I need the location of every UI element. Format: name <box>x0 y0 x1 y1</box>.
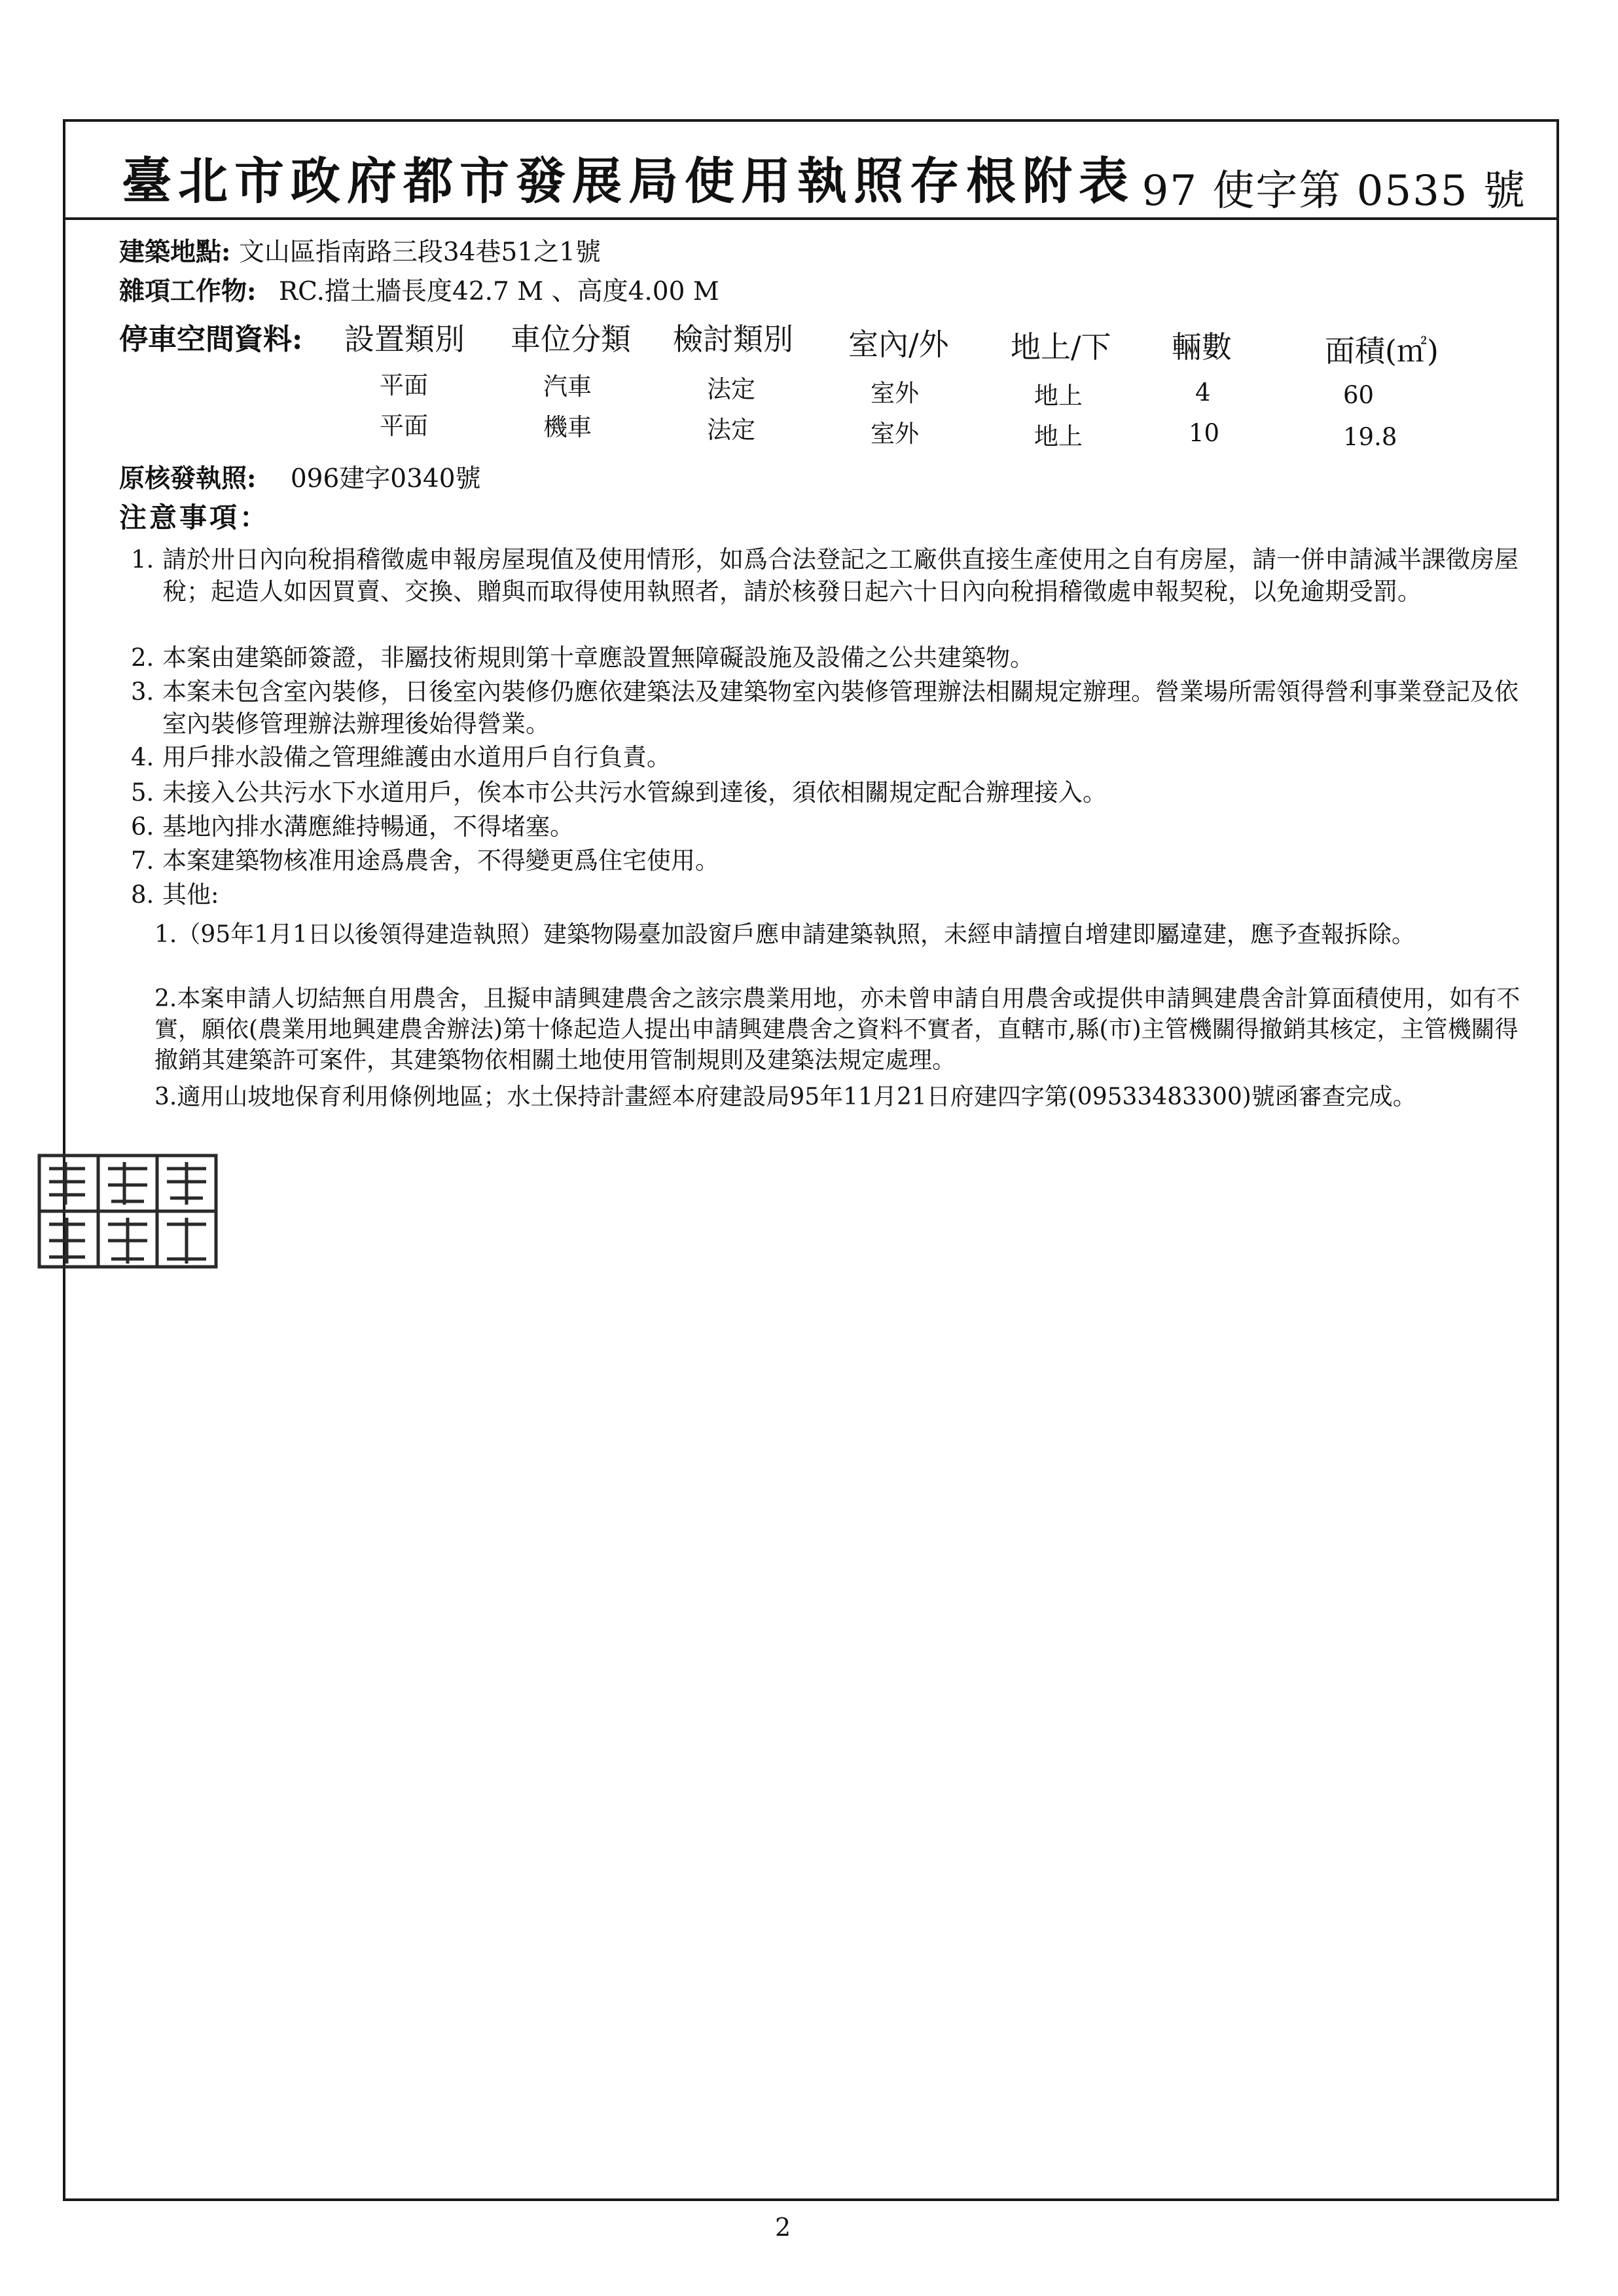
document-frame <box>63 119 1559 2201</box>
note-item <box>131 879 1538 911</box>
original-permit-label: 原核發執照: <box>119 464 257 494</box>
note-item <box>131 741 1538 773</box>
parking-header-review: 檢討類別 <box>673 321 793 357</box>
note-item <box>131 642 1538 674</box>
note-number: 1. <box>131 545 154 574</box>
permit-number: 97 使字第 0535 號 <box>1142 167 1526 215</box>
original-permit-row <box>119 458 481 495</box>
note-text: 本案未包含室內裝修，日後室內裝修仍應依建築法及建築物室內裝修管理辦法相關規定辦理。營業場所需領得營利事業登記及依室內裝修管理辦法辦理後始得營業。 <box>162 678 1519 738</box>
site-value: 文山區指南路三段34巷51之1號 <box>238 238 601 267</box>
note-number: 7. <box>131 847 154 875</box>
note-text: 請於卅日內向稅捐稽徵處申報房屋現值及使用情形，如爲合法登記之工廠供直接生產使用之自有房屋，請一併申請減半課徵房屋稅；起造人如因買賣、交換、贈與而取得使用執照者，請於核發日起六十日內向稅捐稽徵處申報契稅，以免逾期受罰。 <box>162 545 1519 606</box>
parking-cell: 地上 <box>1034 422 1083 450</box>
note-number: 2. <box>131 644 154 672</box>
original-permit-value: 096建字0340號 <box>290 464 481 494</box>
parking-cell: 法定 <box>707 416 755 444</box>
parking-cell: 19.8 <box>1343 423 1397 451</box>
page-title: 臺北市政府都市發展局使用執照存根附表 <box>122 152 1135 210</box>
misc-work-row <box>119 271 719 308</box>
note-item <box>131 811 1538 843</box>
parking-header-class: 車位分類 <box>511 321 631 357</box>
parking-cell: 平面 <box>380 412 428 440</box>
parking-cell: 平面 <box>380 371 428 399</box>
parking-cell: 法定 <box>707 375 755 403</box>
parking-cell: 室外 <box>871 379 919 407</box>
note-item <box>131 845 1538 877</box>
notes-title: 注意事項： <box>119 501 270 534</box>
parking-cell: 汽車 <box>543 373 592 401</box>
parking-label: 停車空間資料: <box>119 323 303 356</box>
header-band <box>65 122 1556 220</box>
note-number: 6. <box>131 812 154 841</box>
note-text: 本案由建築師簽證，非屬技術規則第十章應設置無障礙設施及設備之公共建築物。 <box>162 644 1034 672</box>
note-text: 其他: <box>162 881 219 909</box>
parking-header-type: 設置類別 <box>344 321 465 357</box>
misc-work-label: 雜項工作物: <box>119 276 257 306</box>
note-text: 基地內排水溝應維持暢通，不得堵塞。 <box>162 812 574 841</box>
note-number: 8. <box>131 881 154 909</box>
parking-header-inout: 室內/外 <box>848 327 949 362</box>
parking-header-level: 地上/下 <box>1011 329 1111 365</box>
parking-header-area: 面積(㎡) <box>1325 333 1439 369</box>
parking-header-count: 輛數 <box>1172 329 1232 365</box>
parking-cell: 60 <box>1343 381 1375 409</box>
official-seal-icon <box>26 1142 223 1273</box>
other-item: 3.適用山坡地保育利用條例地區；水土保持計畫經本府建設局95年11月21日府建四字第(09533483300)號函審查完成。 <box>154 1084 1416 1110</box>
site-label: 建築地點: <box>119 237 231 267</box>
misc-work-value: RC.擋土牆長度42.7 M 、高度4.00 M <box>278 277 719 306</box>
note-number: 5. <box>131 778 154 807</box>
note-item <box>131 676 1538 740</box>
page-number: 2 <box>775 2213 791 2242</box>
note-text: 用戶排水設備之管理維護由水道用戶自行負責。 <box>162 743 671 771</box>
parking-cell: 室外 <box>871 420 919 448</box>
note-number: 4. <box>131 743 154 771</box>
other-item: 2.本案申請人切結無自用農舍，且擬申請興建農舍之該宗農業用地，亦未曾申請自用農舍或提供申請興建農舍計算面積使用，如有不實，願依(農業用地興建農舍辦法)第十條起造人提出申請興建農舍之資料不實者，直轄市,縣(市)主管機關得撤銷其核定，主管機關得撤銷其建築許可案件，其建築物依相關土地使用管制規則及建築法規定處理。 <box>154 985 1520 1074</box>
note-item <box>131 776 1538 809</box>
note-text: 未接入公共污水下水道用戶，俟本市公共污水管線到達後，須依相關規定配合辦理接入。 <box>162 778 1107 807</box>
site-row <box>119 232 601 268</box>
parking-cell: 機車 <box>543 413 592 441</box>
note-number: 3. <box>131 678 154 706</box>
other-item: 1.（95年1月1日以後領得建造執照）建築物陽臺加設窗戶應申請建築執照，未經申請擅自增建即屬違建，應予查報拆除。 <box>154 921 1415 948</box>
parking-cell: 4 <box>1195 378 1211 407</box>
parking-cell: 10 <box>1189 419 1220 447</box>
note-item <box>131 543 1538 608</box>
note-text: 本案建築物核准用途爲農舍，不得變更爲住宅使用。 <box>162 847 719 875</box>
parking-cell: 地上 <box>1034 382 1083 410</box>
